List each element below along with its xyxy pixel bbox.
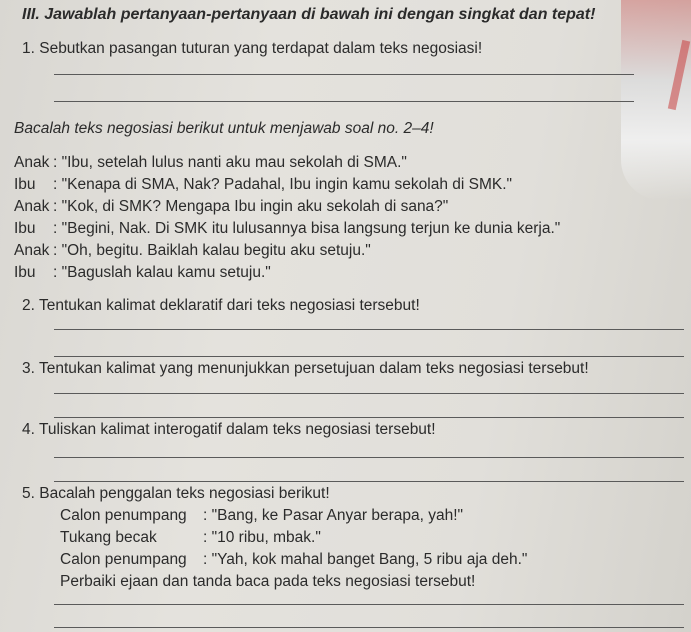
dialogue-line — [60, 507, 463, 525]
utterance: : "Yah, kok mahal banget Bang, 5 ribu aja deh." — [203, 551, 528, 568]
question-5: 5. Bacalah penggalan teks negosiasi berikut! — [22, 485, 330, 502]
question-3: 3. Tentukan kalimat yang menunjukkan persetujuan dalam teks negosiasi tersebut! — [22, 360, 589, 377]
speaker: Ibu — [14, 176, 36, 193]
reading-instruction: Bacalah teks negosiasi berikut untuk menjawab soal no. 2–4! — [14, 120, 434, 137]
utterance: : "Baguslah kalau kamu setuju." — [53, 264, 271, 281]
speaker: Anak — [14, 198, 50, 215]
answer-line[interactable] — [54, 74, 634, 75]
answer-line[interactable] — [54, 457, 684, 458]
utterance: : "Oh, begitu. Baiklah kalau begitu aku setuju." — [53, 242, 371, 259]
speaker: Calon penumpang — [60, 551, 187, 568]
utterance: : "Bang, ke Pasar Anyar berapa, yah!" — [203, 507, 464, 524]
section-header: III. Jawablah pertanyaan-pertanyaan di bawah ini dengan singkat dan tepat! — [22, 6, 596, 23]
dialogue-line — [14, 242, 371, 260]
answer-line[interactable] — [54, 393, 684, 394]
dialogue-line — [14, 154, 407, 172]
dialogue-line — [60, 529, 321, 547]
speaker: Ibu — [14, 220, 36, 237]
question-5-instruction: Perbaiki ejaan dan tanda baca pada teks negosiasi tersebut! — [60, 573, 476, 590]
speaker: Tukang becak — [60, 529, 157, 546]
dialogue-line — [14, 176, 512, 194]
utterance: : "Begini, Nak. Di SMK itu lulusannya bisa langsung terjun ke dunia kerja." — [53, 220, 561, 237]
utterance: : "10 ribu, mbak." — [203, 529, 321, 546]
speaker: Ibu — [14, 264, 36, 281]
utterance: : "Kok, di SMK? Mengapa Ibu ingin aku sekolah di sana?" — [53, 198, 449, 215]
answer-line[interactable] — [54, 627, 684, 628]
question-4: 4. Tuliskan kalimat interogatif dalam teks negosiasi tersebut! — [22, 421, 436, 438]
dialogue-line — [14, 220, 560, 238]
page-edge-decoration — [621, 0, 691, 200]
answer-line[interactable] — [54, 329, 684, 330]
answer-line[interactable] — [54, 356, 684, 357]
utterance: : "Kenapa di SMA, Nak? Padahal, Ibu ingin kamu sekolah di SMK." — [53, 176, 513, 193]
dialogue-line — [60, 551, 527, 569]
answer-line[interactable] — [54, 604, 684, 605]
answer-line[interactable] — [54, 417, 684, 418]
answer-line[interactable] — [54, 481, 684, 482]
question-1: 1. Sebutkan pasangan tuturan yang terdapat dalam teks negosiasi! — [22, 40, 483, 57]
dialogue-line — [14, 264, 271, 282]
speaker: Anak — [14, 242, 50, 259]
dialogue-line — [14, 198, 448, 216]
speaker: Calon penumpang — [60, 507, 187, 524]
answer-line[interactable] — [54, 101, 634, 102]
speaker: Anak — [14, 154, 50, 171]
question-2: 2. Tentukan kalimat deklaratif dari teks negosiasi tersebut! — [22, 297, 420, 314]
utterance: : "Ibu, setelah lulus nanti aku mau sekolah di SMA." — [53, 154, 407, 171]
